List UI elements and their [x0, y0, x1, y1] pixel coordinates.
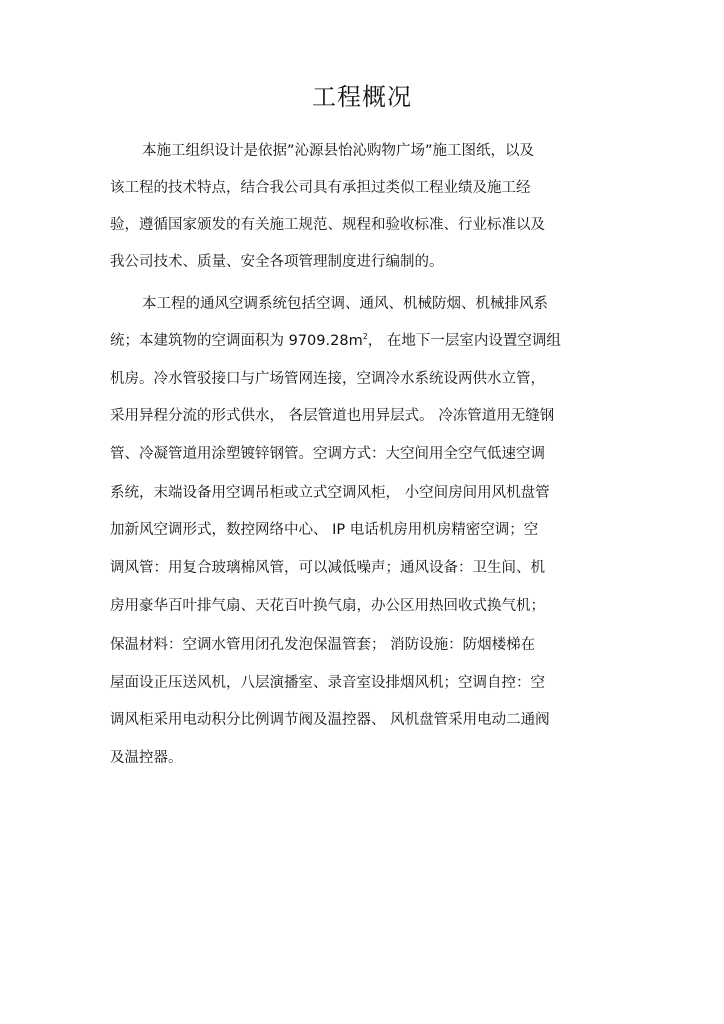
paragraph-line: 机房。冷水管驳接口与广场管网连接，空调冷水系统设两供水立管，: [110, 371, 545, 387]
paragraph-line: 采用异程分流的形式供水， 各层管道也用异层式。 冷冻管道用无缝钢: [110, 408, 555, 424]
paragraph-line: 本施工组织设计是依据”沁源县怡沁购物广场”施工图纸，以及: [142, 143, 535, 159]
paragraph-line: 加新风空调形式，数控网络中心、 IP 电话机房用机房精密空调；空: [110, 522, 539, 538]
paragraph-line: 房用豪华百叶排气扇、天花百叶换气扇，办公区用热回收式换气机；: [110, 598, 545, 614]
paragraph-line: 及温控器。: [110, 750, 183, 766]
paragraph-line: 本工程的通风空调系统包括空调、通风、机械防烟、机械排风系: [142, 296, 548, 312]
paragraph-line: 系统，末端设备用空调吊柜或立式空调风柜， 小空间房间用风机盘管: [110, 485, 550, 501]
paragraph-line: 调风管：用复合玻璃棉风管，可以减低噪声；通风设备：卫生间、机: [110, 560, 545, 576]
paragraph-line: 调风柜采用电动积分比例调节阀及温控器、 风机盘管采用电动二通阀: [110, 712, 550, 728]
area-unit-superscript: 2: [362, 332, 368, 342]
area-text: 统；本建筑物的空调面积为 9709.28: [110, 333, 349, 349]
paragraph-line: 保温材料：空调水管用闭孔发泡保温管套； 消防设施：防烟楼梯在: [110, 637, 536, 653]
area-unit: m: [348, 333, 363, 349]
page-title: 工程概况: [312, 83, 412, 111]
paragraph-line: 验，遵循国家颁发的有关施工规范、规程和验收标准、行业标准以及: [110, 217, 545, 233]
paragraph-line: 屋面设正压送风机，八层演播室、录音室设排烟风机；空调自控：空: [110, 675, 545, 691]
area-tail-text: ， 在地下一层室内设置空调组: [367, 333, 561, 349]
paragraph-line: 我公司技术、质量、安全各项管理制度进行编制的。: [110, 254, 444, 270]
paragraph-line: 该工程的技术特点，结合我公司具有承担过类似工程业绩及施工经: [110, 180, 531, 196]
paragraph-line: [110, 331, 561, 351]
paragraph-line: 管、冷凝管道用涂塑镀锌钢管。空调方式：大空间用全空气低速空调: [110, 446, 545, 462]
